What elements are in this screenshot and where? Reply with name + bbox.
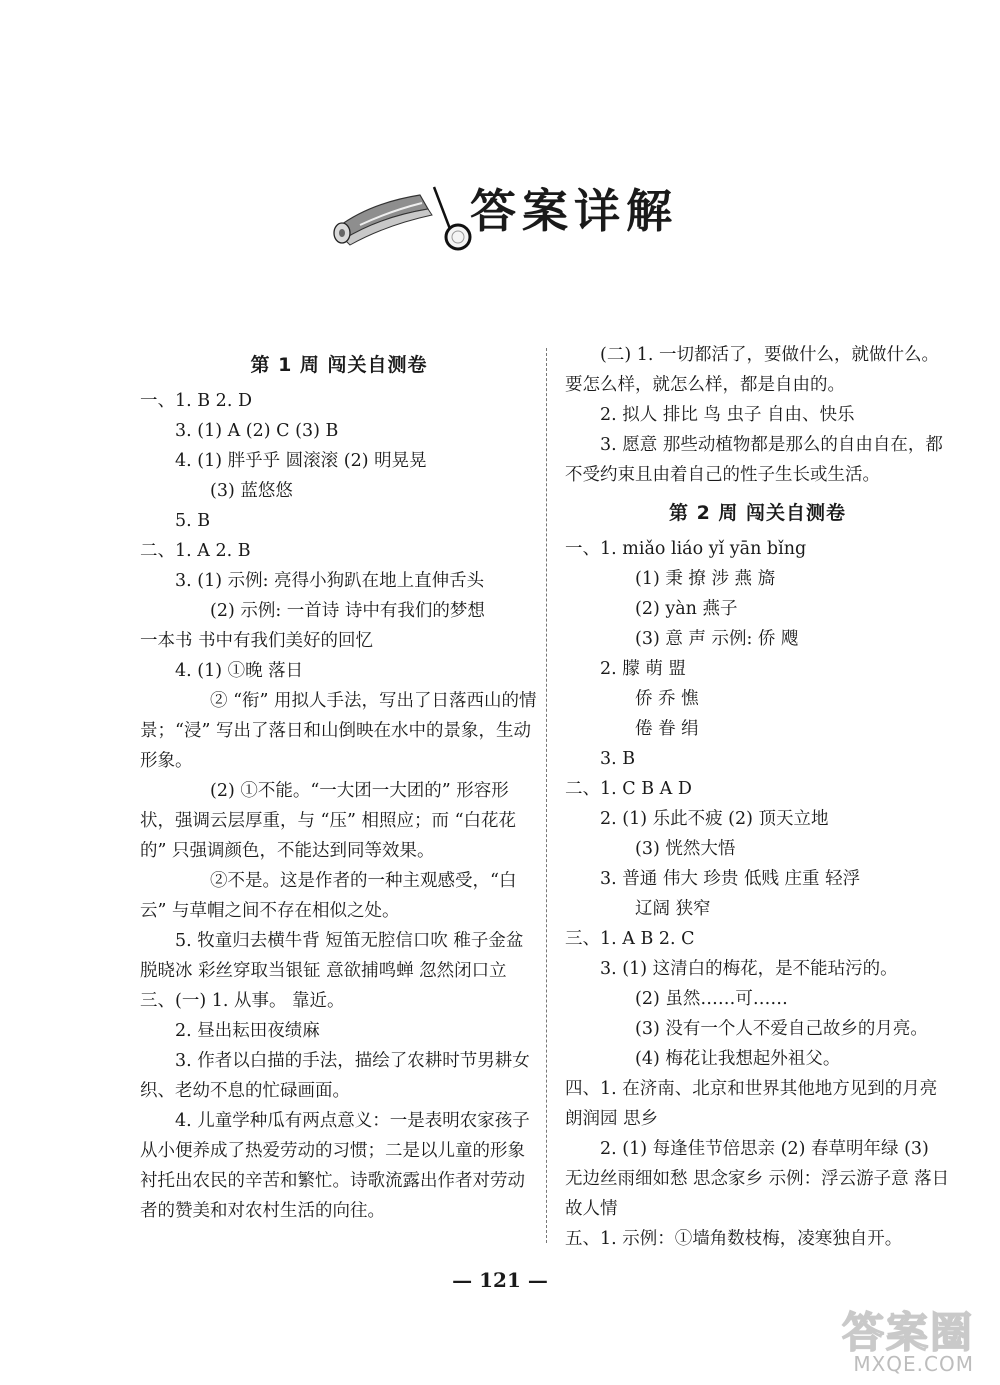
answer-line: 2. 拟人 排比 鸟 虫子 自由、快乐 [600,405,855,425]
watermark-text: 答案圈 [841,1308,974,1357]
answer-line: 四、1. 在济南、北京和世界其他地方见到的月亮 [565,1079,938,1099]
left-column [140,340,538,1226]
answer-paragraph: 3. 愿意 那些动植物都是那么的自由自在，都不受约束且由着自己的性子生长或生活。 [565,435,943,485]
section-title-week1: 第 1 周 闯关自测卷 [250,354,428,376]
answer-line: 4. (1) 胖乎乎 圆滚滚 (2) 明晃晃 [175,451,427,471]
answer-paragraph: 3. 作者以白描的手法，描绘了农耕时节男耕女织、老幼不息的忙碌画面。 [140,1051,530,1101]
answer-line: 3. (1) A (2) C (3) B [175,421,339,441]
scroll-magnifier-icon [330,175,480,255]
answer-line: 一、1. miǎo liáo yǐ yān bǐng [565,539,807,559]
answer-line: 朗润园 思乡 [565,1109,659,1129]
answer-paragraph: ②不是。这是作者的一种主观感受，“白云” 与草帽之间不存在相似之处。 [140,871,517,921]
answer-paragraph: 5. 牧童归去横牛背 短笛无腔信口吹 稚子金盆脱晓冰 彩丝穿取当银钲 意欲捕鸣蝉 忽然闭口立 [140,931,524,981]
answer-line: 3. (1) 这清白的梅花，是不能玷污的。 [600,959,898,979]
watermark-url: MXQE.COM [853,1352,974,1376]
answer-line: (2) 示例: 一首诗 诗中有我们的梦想 [210,601,485,621]
answer-paragraph: (2) ①不能。“一大团一大团的” 形容形状，强调云层厚重，与 “压” 相照应；而 “白花花的” 只强调颜色，不能达到同等效果。 [140,781,517,861]
answer-line: (4) 梅花让我想起外祖父。 [635,1049,841,1069]
column-divider [546,348,547,1243]
watermark [764,1300,984,1380]
answer-line: 三、(一) 1. 从事。 靠近。 [140,991,345,1011]
answer-line: 一本书 书中有我们美好的回忆 [140,631,374,651]
answer-line: 二、1. C B A D [565,779,692,799]
answer-line: 侨 乔 憔 [635,689,699,709]
answer-line: (3) 意 声 示例: 侨 飕 [635,629,799,649]
answer-line: 三、1. A B 2. C [565,929,695,949]
answer-line: 2. 昼出耘田夜绩麻 [175,1021,320,1041]
answer-paragraph: 2. (1) 每逢佳节倍思亲 (2) 春草明年绿 (3) 无边丝雨细如愁 思念家乡 示例：浮云游子意 落日故人情 [565,1139,950,1219]
answer-line: 5. B [175,511,211,531]
answer-paragraph: ② “衔” 用拟人手法，写出了日落西山的情景；“浸” 写出了落日和山倒映在水中的景象，生动形象。 [140,691,537,771]
answer-line: 五、1. 示例：①墙角数枝梅，凌寒独自开。 [565,1229,903,1249]
right-column [565,340,950,1254]
answer-line: 辽阔 狭窄 [635,899,711,919]
page-header [330,175,710,255]
answer-line: (3) 恍然大悟 [635,839,736,859]
answer-line: (2) 虽然……可…… [635,989,788,1009]
answer-line: 4. (1) ①晚 落日 [175,661,304,681]
page-title: 答案详解 [470,184,678,238]
answer-paragraph: 4. 儿童学种瓜有两点意义：一是表明农家孩子从小便养成了热爱劳动的习惯；二是以儿童的形象衬托出农民的辛苦和繁忙。诗歌流露出作者对劳动者的赞美和对农村生活的向往。 [140,1111,530,1221]
answer-line: 3. (1) 示例: 亮得小狗趴在地上直伸舌头 [175,571,485,591]
section-title-week2: 第 2 周 闯关自测卷 [668,502,847,524]
answer-line: (3) 蓝悠悠 [210,481,293,501]
answer-line: 2. (1) 乐此不疲 (2) 顶天立地 [600,809,829,829]
answer-line: (2) yàn 燕子 [635,599,738,619]
page-number: — 121 — [452,1268,548,1292]
answer-paragraph: (二) 1. 一切都活了，要做什么，就做什么。要怎么样，就怎么样，都是自由的。 [565,345,939,395]
answer-line: 二、1. A 2. B [140,541,251,561]
answer-line: 一、1. B 2. D [140,391,252,411]
answer-line: (1) 秉 撩 涉 燕 旖 [635,569,776,589]
answer-line: (3) 没有一个人不爱自己故乡的月亮。 [635,1019,928,1039]
answer-line: 3. B [600,749,636,769]
answer-line: 3. 普通 伟大 珍贵 低贱 庄重 轻浮 [600,869,861,889]
answer-line: 倦 眷 绢 [635,719,699,739]
answer-line: 2. 朦 萌 盟 [600,659,686,679]
